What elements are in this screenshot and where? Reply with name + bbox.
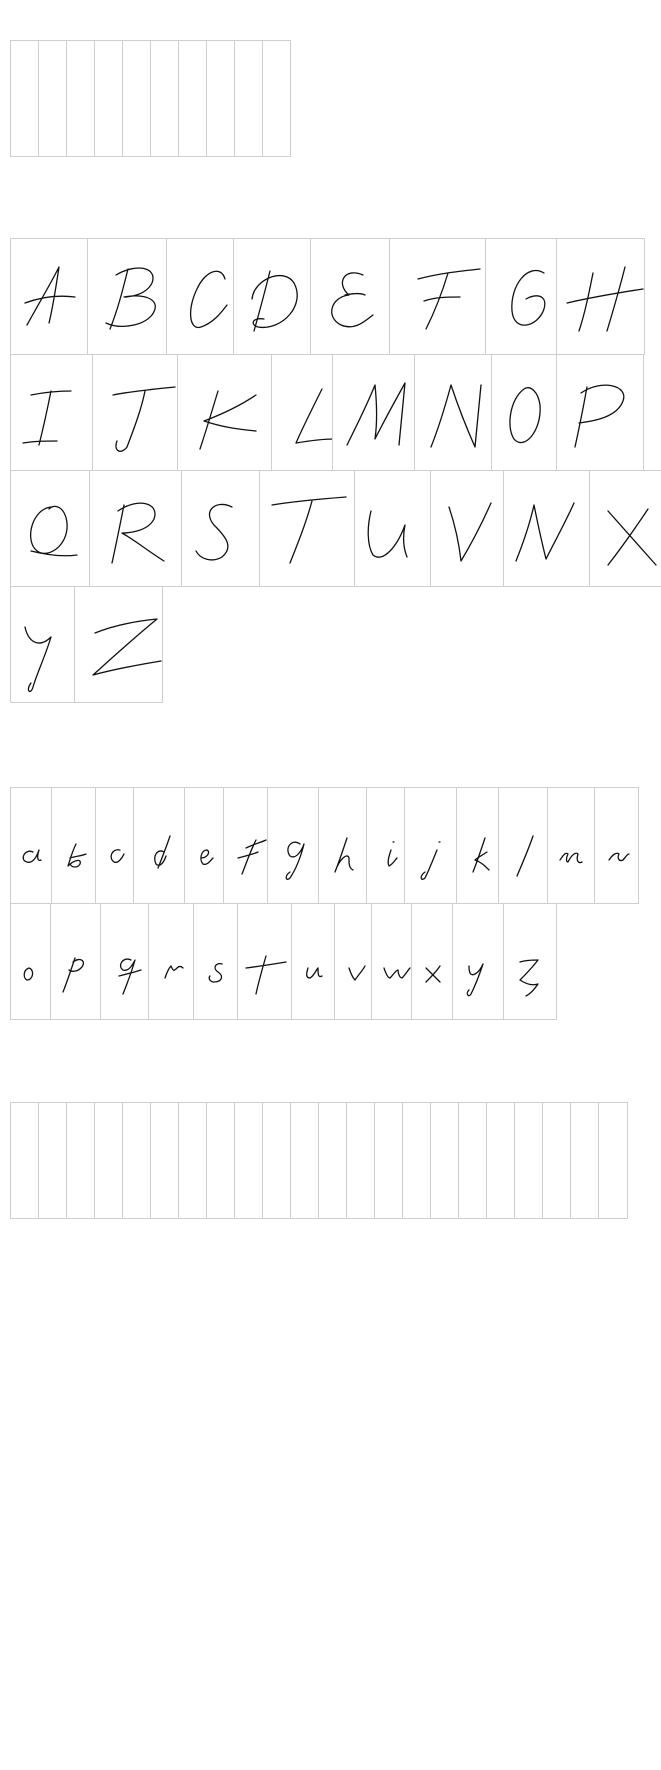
glyph-cell [133,787,185,904]
script-glyph-stroke [307,968,322,978]
glyph-cell [456,787,499,904]
glyph-cell [290,1102,319,1219]
script-glyph [238,904,293,1021]
glyph-cell [122,40,151,157]
glyph-cell [10,354,93,471]
script-glyph-stroke [296,389,334,443]
script-glyph [88,239,168,356]
script-glyph [372,904,413,1021]
script-glyph [11,904,52,1021]
script-glyph-stroke [155,836,170,868]
script-glyph-stroke [23,850,41,862]
script-glyph [457,788,500,905]
script-glyph [595,788,640,905]
glyph-cell [92,354,178,471]
script-glyph-stroke [609,853,629,860]
glyph-cell [38,1102,67,1219]
glyph-cell [498,787,548,904]
script-glyph-stroke [347,383,405,445]
glyph-cell [10,586,75,703]
script-glyph [11,471,91,588]
script-glyph [405,788,458,905]
glyph-cell [389,238,486,355]
glyph-row [10,787,638,904]
glyph-cell [334,903,372,1020]
glyph-cell [318,1102,347,1219]
glyph-cell [237,903,292,1020]
script-glyph-stroke [449,503,491,561]
script-glyph-stroke [286,842,304,879]
script-glyph-stroke [418,269,480,329]
script-glyph-stroke [25,627,51,691]
script-glyph-stroke [106,268,155,329]
glyph-cell [87,238,167,355]
glyph-cell [166,238,234,355]
script-glyph [333,355,416,472]
script-glyph [367,788,406,905]
script-glyph [149,904,195,1021]
glyph-cell [89,470,182,587]
glyph-cell [556,238,645,355]
script-glyph [319,788,368,905]
glyph-cell [223,787,268,904]
glyph-cell [458,1102,487,1219]
glyph-cell [148,903,194,1020]
script-glyph [185,788,225,905]
script-glyph-stroke [421,842,440,879]
script-glyph [453,904,505,1021]
script-glyph-stroke [191,271,227,327]
glyph-cell [402,1102,431,1219]
script-glyph-stroke [426,966,440,982]
glyph-cell [291,903,335,1020]
script-glyph [412,904,454,1021]
script-glyph [194,904,239,1021]
glyph-row [10,40,290,157]
script-glyph-stroke [510,388,540,443]
script-glyph-stroke [517,836,533,876]
script-glyph-stroke [112,503,164,563]
glyph-cell [411,903,453,1020]
script-glyph [178,355,273,472]
script-glyph [390,239,487,356]
glyph-cell [178,1102,207,1219]
glyph-cell [542,1102,571,1219]
glyph-cell [206,1102,235,1219]
script-glyph-stroke [388,842,397,866]
script-glyph [11,587,76,704]
glyph-cell [51,787,96,904]
glyph-cell [259,470,355,587]
glyph-cell [94,40,123,157]
script-glyph [134,788,186,905]
glyph-cell [181,470,260,587]
glyph-cell [354,470,431,587]
glyph-cell [271,354,333,471]
script-glyph-stroke [252,271,297,331]
glyph-cell [122,1102,151,1219]
glyph-cell [332,354,415,471]
glyph-row [10,903,556,1020]
script-glyph-stroke [608,509,656,565]
script-glyph [96,788,135,905]
script-glyph-stroke [516,503,574,561]
script-glyph [499,788,549,905]
glyph-cell [547,787,595,904]
glyph-row [10,238,644,355]
script-glyph-stroke [23,391,71,445]
script-glyph [431,471,505,588]
script-glyph [51,904,102,1021]
script-glyph [557,239,646,356]
script-glyph-stroke [201,850,213,864]
script-glyph [292,904,336,1021]
glyph-cell [570,1102,599,1219]
script-glyph-stroke [384,968,410,978]
glyph-cell [514,1102,543,1219]
glyph-cell [430,1102,459,1219]
script-glyph-stroke [520,960,538,996]
script-glyph [167,239,235,356]
glyph-cell [74,586,163,703]
glyph-cell [10,903,51,1020]
script-glyph-stroke [165,966,183,978]
glyph-cell [262,1102,291,1219]
glyph-cell [10,1102,39,1219]
glyph-cell [318,787,367,904]
glyph-cell [206,40,235,157]
glyph-row [10,1102,627,1219]
glyph-cell [594,787,639,904]
glyph-cell [414,354,492,471]
glyph-cell [10,238,88,355]
script-glyph-stroke [119,959,141,994]
glyph-cell [556,354,644,471]
glyph-cell [267,787,319,904]
glyph-row [10,470,661,587]
script-glyph [11,788,53,905]
script-glyph [90,471,183,588]
script-glyph-stroke [575,385,624,447]
script-glyph [75,587,164,704]
script-glyph [415,355,493,472]
script-glyph-stroke [431,385,481,447]
script-glyph [492,355,558,472]
script-glyph [260,471,356,588]
script-glyph-stroke [560,853,582,862]
glyph-cell [262,40,291,157]
script-glyph-stroke [246,956,286,994]
script-glyph-stroke [567,267,643,331]
script-glyph [11,355,94,472]
glyph-cell [66,40,95,157]
glyph-cell [178,40,207,157]
script-glyph [590,471,661,588]
script-glyph [11,239,89,356]
script-glyph [101,904,150,1021]
glyph-cell [346,1102,375,1219]
glyph-cell [10,40,39,157]
glyph-cell [485,238,557,355]
glyph-cell [503,470,590,587]
glyph-cell [371,903,412,1020]
glyph-cell [95,787,134,904]
glyph-cell [10,787,52,904]
script-glyph [335,904,373,1021]
script-glyph-stroke [512,271,545,326]
glyph-cell [233,238,311,355]
script-glyph-stroke [209,964,222,982]
glyph-cell [486,1102,515,1219]
glyph-cell [503,903,557,1020]
glyph-cell [184,787,224,904]
glyph-cell [374,1102,403,1219]
script-glyph-stroke [332,273,373,327]
script-glyph [548,788,596,905]
script-glyph [557,355,645,472]
script-glyph-stroke [335,838,353,872]
script-glyph [504,471,591,588]
script-glyph-stroke [111,850,124,863]
glyph-cell [430,470,504,587]
script-glyph [311,239,391,356]
script-glyph-stroke [63,958,83,992]
glyph-cell [193,903,238,1020]
glyph-cell [234,1102,263,1219]
glyph-cell [452,903,504,1020]
script-glyph-stroke [31,506,77,555]
glyph-cell [234,40,263,157]
glyph-cell [150,40,179,157]
glyph-cell [100,903,149,1020]
glyph-cell [598,1102,628,1219]
script-glyph-stroke [349,966,365,980]
script-glyph-stroke [196,504,232,559]
glyph-row [10,586,162,703]
script-glyph [52,788,97,905]
script-glyph [486,239,558,356]
glyph-row [10,354,643,471]
script-glyph-stroke [467,964,483,996]
script-glyph-stroke [368,511,407,557]
script-glyph-stroke [24,968,32,980]
glyph-cell [38,40,67,157]
script-glyph [272,355,334,472]
glyph-cell [589,470,661,587]
script-glyph [93,355,179,472]
glyph-cell [66,1102,95,1219]
script-glyph-stroke [25,267,75,325]
script-glyph-stroke [68,844,86,867]
script-glyph [182,471,261,588]
glyph-cell [50,903,101,1020]
script-glyph [355,471,432,588]
glyph-cell [177,354,272,471]
glyph-cell [491,354,557,471]
glyph-cell [10,470,90,587]
glyph-cell [310,238,390,355]
script-glyph [224,788,269,905]
script-glyph [268,788,320,905]
glyph-cell [94,1102,123,1219]
glyph-cell [150,1102,179,1219]
script-glyph-stroke [272,497,346,563]
script-glyph [234,239,312,356]
glyph-cell [404,787,457,904]
script-glyph [504,904,558,1021]
script-glyph-stroke [200,391,256,449]
script-glyph-stroke [238,840,266,874]
script-glyph-stroke [473,838,489,872]
script-glyph-stroke [113,387,175,451]
glyph-cell [366,787,405,904]
script-glyph-stroke [93,619,161,675]
